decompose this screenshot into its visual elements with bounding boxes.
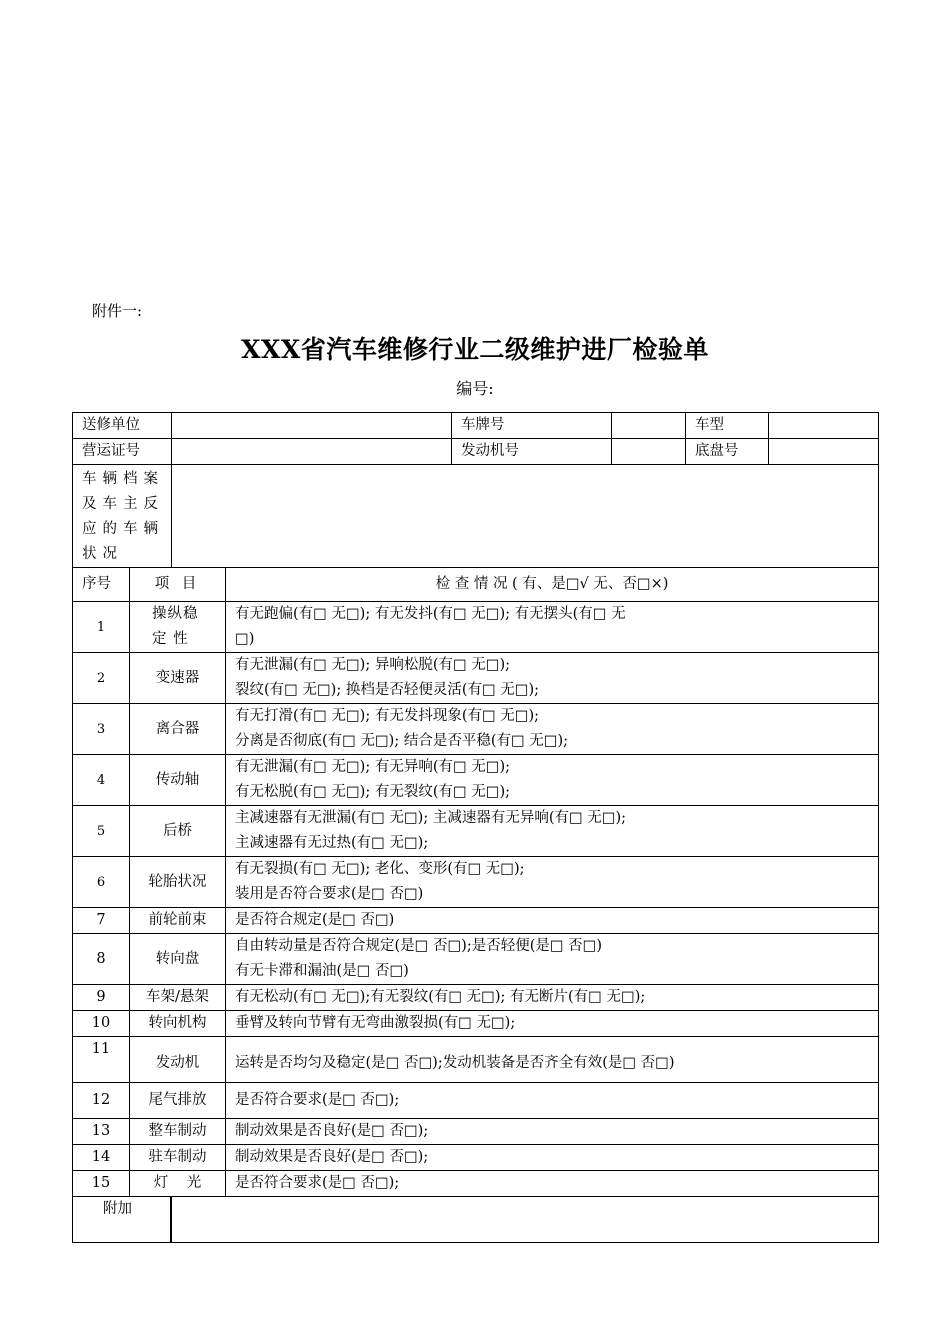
chassis-cell	[686, 439, 879, 465]
label-vehicle-archive: 车辆档案及车主反应的车辆状况	[73, 465, 172, 568]
table-row	[73, 1037, 879, 1083]
footer-row	[73, 1197, 879, 1243]
row-item: 尾气排放	[130, 1083, 226, 1119]
status-line: 有无打滑(有□ 无□); 有无发抖现象(有□ 无□);	[235, 708, 540, 724]
table-row	[73, 602, 879, 653]
row-number: 10	[73, 1011, 130, 1037]
table-row	[73, 1083, 879, 1119]
footer-label: 附加	[73, 1197, 171, 1242]
row-status	[226, 1011, 879, 1037]
field-permit-number[interactable]	[172, 439, 452, 465]
label-plate-number: 车牌号	[452, 413, 612, 439]
label-vehicle-type: 车型	[686, 413, 769, 438]
row-item: 驻车制动	[130, 1145, 226, 1171]
row-item: 转向盘	[130, 934, 226, 985]
row-item: 整车制动	[130, 1119, 226, 1145]
status-line: □)	[235, 631, 255, 647]
status-line: 制动效果是否良好(是□ 否□);	[235, 1123, 429, 1139]
row-item: 灯 光	[130, 1171, 226, 1197]
row-item: 离合器	[130, 704, 226, 755]
table-header-row	[73, 568, 879, 602]
label-sender-unit: 送修单位	[73, 413, 172, 439]
row-number: 5	[73, 806, 130, 857]
status-line: 是否符合要求(是□ 否□);	[235, 1092, 400, 1108]
status-line: 运转是否均匀及稳定(是□ 否□);发动机装备是否齐全有效(是□ 否□)	[235, 1055, 675, 1071]
table-row	[73, 985, 879, 1011]
status-line: 装用是否符合要求(是□ 否□)	[235, 886, 424, 902]
table-row	[73, 653, 879, 704]
row-item: 传动轴	[130, 755, 226, 806]
row-number: 3	[73, 704, 130, 755]
row-item: 车架/悬架	[130, 985, 226, 1011]
row-status	[226, 1145, 879, 1171]
row-number: 14	[73, 1145, 130, 1171]
row-status	[226, 934, 879, 985]
status-line: 主减速器有无过热(有□ 无□);	[235, 835, 429, 851]
field-vehicle-type[interactable]	[769, 413, 878, 438]
row-number: 13	[73, 1119, 130, 1145]
row-status	[226, 985, 879, 1011]
table-row	[73, 1119, 879, 1145]
inspection-table	[72, 412, 879, 1243]
status-line: 有无泄漏(有□ 无□); 异响松脱(有□ 无□);	[235, 657, 511, 673]
table-row	[73, 755, 879, 806]
field-chassis-number[interactable]	[769, 439, 878, 464]
label-engine-number: 发动机号	[452, 439, 612, 465]
row-status	[226, 1083, 879, 1119]
row-item: 转向机构	[130, 1011, 226, 1037]
table-row	[73, 1011, 879, 1037]
table-row	[73, 857, 879, 908]
row-number: 9	[73, 985, 130, 1011]
table-row	[73, 704, 879, 755]
label-permit-number: 营运证号	[73, 439, 172, 465]
row-status	[226, 908, 879, 934]
status-line: 有无松动(有□ 无□);有无裂纹(有□ 无□); 有无断片(有□ 无□);	[235, 989, 646, 1005]
row-number: 12	[73, 1083, 130, 1119]
field-plate-number[interactable]	[612, 413, 686, 439]
status-line: 有无松脱(有□ 无□); 有无裂纹(有□ 无□);	[235, 784, 511, 800]
status-line: 自由转动量是否符合规定(是□ 否□);是否轻便(是□ 否□)	[235, 938, 603, 954]
row-number: 2	[73, 653, 130, 704]
table-row	[73, 1145, 879, 1171]
row-item: 前轮前束	[130, 908, 226, 934]
footer-field[interactable]	[172, 1197, 879, 1243]
table-row	[73, 908, 879, 934]
field-vehicle-archive[interactable]	[172, 465, 879, 568]
footer-cell	[73, 1197, 172, 1243]
row-item: 轮胎状况	[130, 857, 226, 908]
field-sender-unit[interactable]	[172, 413, 452, 439]
status-line: 是否符合规定(是□ 否□)	[235, 912, 395, 928]
row-status	[226, 806, 879, 857]
row-item: 发动机	[130, 1037, 226, 1083]
row-number: 1	[73, 602, 130, 653]
status-line: 主减速器有无泄漏(有□ 无□); 主减速器有无异响(有□ 无□);	[235, 810, 627, 826]
status-line: 制动效果是否良好(是□ 否□);	[235, 1149, 429, 1165]
row-status	[226, 602, 879, 653]
status-line: 分离是否彻底(有□ 无□); 结合是否平稳(有□ 无□);	[235, 733, 569, 749]
row-status	[226, 1037, 879, 1083]
header-no: 序号	[73, 568, 130, 602]
row-item: 变速器	[130, 653, 226, 704]
page-title: XXX省汽车维修行业二级维护进厂检验单	[241, 335, 709, 364]
status-line: 是否符合要求(是□ 否□);	[235, 1175, 400, 1191]
header-status: 检 查 情 况 ( 有、是□√ 无、否□×)	[226, 568, 879, 602]
row-status	[226, 1119, 879, 1145]
row-number: 15	[73, 1171, 130, 1197]
status-line: 有无裂损(有□ 无□); 老化、变形(有□ 无□);	[235, 861, 525, 877]
info-row-2	[73, 439, 879, 465]
row-item: 后桥	[130, 806, 226, 857]
row-number: 8	[73, 934, 130, 985]
table-row	[73, 934, 879, 985]
row-status	[226, 857, 879, 908]
status-line: 裂纹(有□ 无□); 换档是否轻便灵活(有□ 无□);	[235, 682, 540, 698]
row-number: 6	[73, 857, 130, 908]
info-row-1	[73, 413, 879, 439]
row-status	[226, 653, 879, 704]
label-chassis-number: 底盘号	[686, 439, 769, 464]
table-row	[73, 1171, 879, 1197]
row-status	[226, 1171, 879, 1197]
status-line: 有无泄漏(有□ 无□); 有无异响(有□ 无□);	[235, 759, 511, 775]
row-number: 4	[73, 755, 130, 806]
table-row	[73, 806, 879, 857]
status-line: 有无卡滞和漏油(是□ 否□)	[235, 963, 409, 979]
status-line: 垂臂及转向节臂有无弯曲激裂损(有□ 无□);	[235, 1015, 516, 1031]
row-number: 7	[73, 908, 130, 934]
row-item: 操纵稳定 性	[130, 602, 226, 653]
vehicle-type-cell	[686, 413, 879, 439]
header-item: 项 目	[130, 568, 226, 602]
attachment-label: 附件一:	[92, 302, 143, 320]
row-status	[226, 755, 879, 806]
field-engine-number[interactable]	[612, 439, 686, 465]
archive-row	[73, 465, 879, 568]
serial-number-label: 编号:	[456, 379, 494, 398]
row-number: 11	[73, 1037, 130, 1083]
row-status	[226, 704, 879, 755]
status-line: 有无跑偏(有□ 无□); 有无发抖(有□ 无□); 有无摆头(有□ 无	[235, 606, 626, 622]
